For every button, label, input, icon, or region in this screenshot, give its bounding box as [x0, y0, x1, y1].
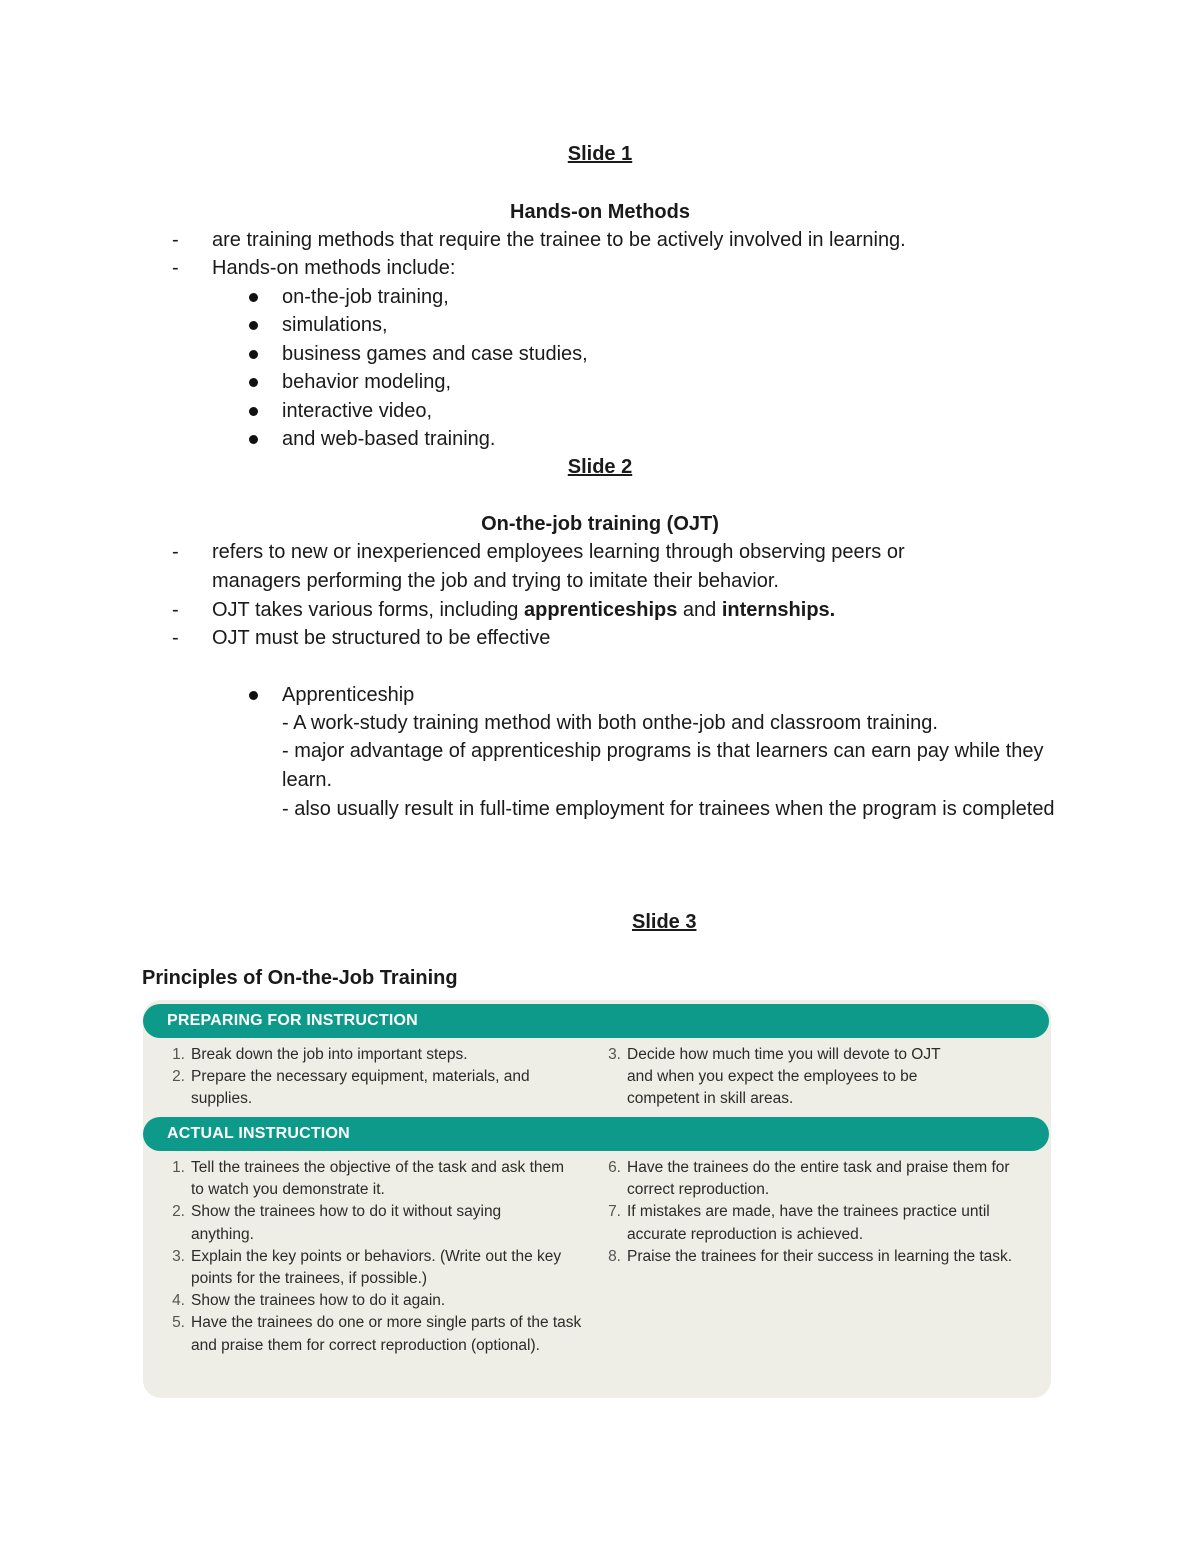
- item-text: Break down the job into important steps.: [191, 1046, 468, 1063]
- bullet-item-text: interactive video,: [282, 400, 433, 422]
- bullet-item: [244, 283, 1064, 312]
- preparing-instruction-header: PREPARING FOR INSTRUCTION: [143, 1004, 1049, 1038]
- dash-item: [172, 254, 992, 283]
- item-text: Decide how much time you will devote to OJT and when you expect the employees to be competent in skill areas.: [627, 1046, 941, 1108]
- list-item: [167, 1290, 587, 1312]
- list-item: [167, 1044, 577, 1066]
- item-text: Explain the key points or behaviors. (Write out the key points for the trainees, if possible.): [191, 1247, 562, 1288]
- item-number: 6.: [608, 1159, 621, 1176]
- item-number: 8.: [608, 1247, 621, 1265]
- dash-item-text: are training methods that require the trainee to be actively involved in learning.: [212, 229, 906, 251]
- list-item: [167, 1201, 531, 1245]
- dash-item-text: refers to new or inexperienced employees learning through observing peers or managers performing the job and trying to imitate their behavior.: [212, 541, 905, 592]
- bullet-item: [244, 340, 1064, 369]
- list-item: [167, 1246, 587, 1290]
- bullet-item: [244, 397, 1064, 426]
- item-number: 1.: [172, 1046, 185, 1063]
- slide-2-heading: Slide 2: [567, 456, 633, 478]
- bullet-item: [244, 311, 1064, 340]
- bullet-item: [244, 425, 1064, 454]
- item-text: Tell the trainees the objective of the task and ask them to watch you demonstrate it.: [191, 1159, 565, 1199]
- bullet-item-text: simulations,: [282, 314, 388, 336]
- slide-1-heading: Slide 1: [567, 143, 633, 165]
- dash-marker: -: [172, 257, 179, 279]
- apprenticeship-detail-1: - A work-study training method with both onthe-job and classroom training.: [282, 712, 938, 734]
- apprenticeship-detail-3: - also usually result in full-time employment for trainees when the program is completed: [282, 798, 1055, 820]
- bullet-dot-icon: [249, 321, 258, 330]
- item-number: 3.: [172, 1247, 185, 1265]
- ojt-forms-conjunction: and: [677, 599, 722, 621]
- bullet-item-apprenticeship: [244, 681, 1064, 710]
- bullet-item-text: behavior modeling,: [282, 371, 451, 393]
- item-text: Have the trainees do one or more single parts of the task and praise them for correct reproduction (optional).: [191, 1314, 582, 1354]
- dash-item-text: OJT must be structured to be effective: [212, 627, 551, 649]
- dash-item-text: Hands-on methods include:: [212, 257, 456, 279]
- bullet-dot-icon: [249, 407, 258, 416]
- slide-3-heading: Slide 3: [632, 911, 697, 933]
- bullet-dot-icon: [249, 691, 258, 700]
- preparing-left-column: [167, 1044, 577, 1111]
- item-text: Show the trainees how to do it again.: [191, 1292, 446, 1310]
- item-text: Show the trainees how to do it without saying anything.: [191, 1203, 502, 1243]
- hands-on-methods-title: Hands-on Methods: [510, 201, 690, 223]
- bullet-item: [244, 368, 1064, 397]
- bullet-item-text: on-the-job training,: [282, 286, 449, 308]
- dash-item: [172, 226, 992, 255]
- ojt-title: On-the-job training (OJT): [481, 513, 719, 535]
- list-item: [167, 1312, 587, 1356]
- item-number: 2.: [172, 1068, 185, 1086]
- bullet-dot-icon: [249, 350, 258, 359]
- item-number: 2.: [172, 1203, 185, 1221]
- internships-term: internships.: [721, 599, 836, 621]
- apprenticeships-term: apprenticeships: [523, 599, 678, 621]
- bullet-dot-icon: [249, 293, 258, 302]
- item-number: 7.: [608, 1203, 621, 1221]
- dash-item-text: [212, 596, 992, 625]
- dash-marker: -: [172, 229, 179, 251]
- list-item: [167, 1066, 561, 1110]
- instruction-left-column: [167, 1157, 587, 1357]
- dash-item: [172, 624, 992, 653]
- principles-title: Principles of On-the-Job Training: [142, 967, 458, 989]
- bullet-item-text: business games and case studies,: [282, 343, 588, 365]
- item-number: 5.: [172, 1314, 185, 1332]
- dash-item: [172, 596, 992, 625]
- actual-instruction-header: ACTUAL INSTRUCTION: [143, 1117, 1049, 1151]
- item-text: Prepare the necessary equipment, materials, and supplies.: [191, 1068, 530, 1108]
- dash-marker: -: [172, 541, 179, 563]
- list-item: [167, 1157, 576, 1201]
- bullet-dot-icon: [249, 435, 258, 444]
- item-number: 1.: [172, 1159, 185, 1176]
- item-text: Praise the trainees for their success in learning the task.: [627, 1247, 1013, 1265]
- bullet-dot-icon: [249, 378, 258, 387]
- ojt-principles-table: [143, 1000, 1051, 1398]
- list-item: [603, 1044, 963, 1111]
- apprenticeship-detail-2: - major advantage of apprenticeship programs is that learners can earn pay while they learn.: [282, 740, 1044, 791]
- item-text: If mistakes are made, have the trainees practice until accurate reproduction is achieved.: [627, 1203, 990, 1243]
- dash-marker: -: [172, 627, 179, 649]
- preparing-right-column: [603, 1044, 963, 1111]
- bullet-item-text: and web-based training.: [282, 428, 496, 450]
- item-number: 3.: [608, 1046, 621, 1063]
- ojt-forms-prefix: OJT takes various forms, including: [212, 599, 524, 621]
- list-item: [603, 1157, 1022, 1201]
- dash-marker: -: [172, 599, 179, 621]
- list-item: [603, 1246, 1028, 1268]
- item-number: 4.: [172, 1292, 185, 1310]
- apprenticeship-label: Apprenticeship: [282, 684, 415, 706]
- dash-item: [172, 538, 992, 595]
- instruction-right-column: [603, 1157, 1028, 1268]
- item-text: Have the trainees do the entire task and praise them for correct reproduction.: [627, 1159, 1010, 1199]
- list-item: [603, 1201, 1032, 1245]
